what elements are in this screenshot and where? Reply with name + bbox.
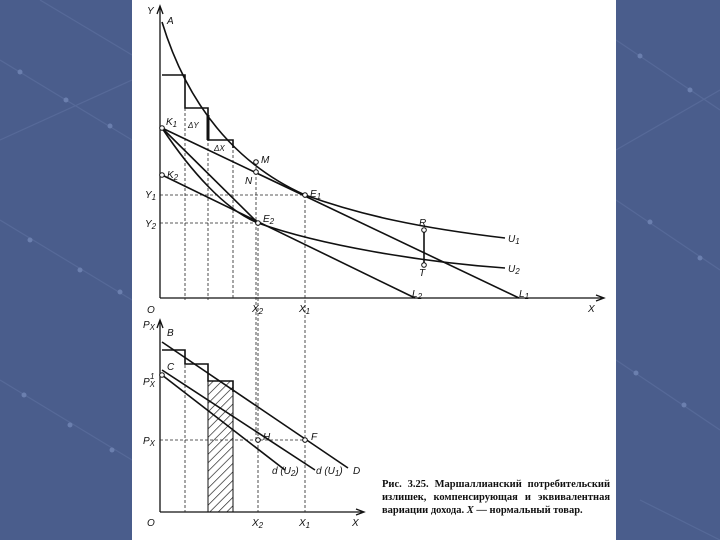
point-c [160, 373, 165, 378]
hatched-area [208, 381, 233, 512]
budget-line-k2-l2 [162, 175, 415, 298]
label-x-axis-top: X [588, 304, 595, 315]
point-h [256, 438, 261, 443]
label-e1: $E_1$ [310, 189, 322, 201]
point-k2 [160, 173, 165, 178]
figure-caption [382, 478, 610, 517]
bottom-axes [157, 320, 364, 515]
label-x1-bottom: $X_1$ [299, 518, 311, 530]
top-points [160, 126, 427, 268]
label-f: F [311, 432, 318, 443]
point-t [422, 263, 427, 268]
label-y2: $Y_2$ [145, 219, 157, 231]
label-x2-bottom: $X_2$ [252, 518, 264, 530]
label-px: $P_X$ [143, 436, 156, 448]
staircase-steps [162, 75, 233, 148]
label-a: A [167, 16, 174, 27]
label-x1-top: $X_1$ [299, 304, 311, 316]
label-y-axis: Y [147, 6, 154, 17]
label-e2: $E_2$ [263, 214, 275, 226]
indifference-curve-u1 [162, 22, 505, 238]
label-delta-x: ΔX [214, 144, 225, 153]
label-d-u1: d $(U_1)$ [316, 466, 343, 478]
point-k1 [160, 126, 165, 131]
label-b: B [167, 328, 174, 339]
point-n [254, 170, 259, 175]
label-c: C [167, 362, 175, 373]
label-x2-top: $X_2$ [252, 304, 264, 316]
label-d: D [353, 466, 361, 477]
label-delta-y: ΔY [188, 121, 199, 130]
label-px1: $P_X1$ [143, 372, 156, 389]
label-y1: $Y_1$ [145, 190, 157, 202]
label-k1: $K_1$ [166, 117, 178, 129]
label-l2: $L_2$ [412, 289, 423, 301]
point-f [303, 438, 308, 443]
caption-text: Рис. 3.25. Маршаллианский потребительский излишек, компенсирующая и эквивалентная вариации дохода. [382, 479, 610, 516]
point-m [254, 160, 259, 165]
demand-marshallian-d [162, 342, 348, 468]
top-axes [157, 6, 604, 301]
label-n: N [245, 176, 253, 187]
label-o-bottom: O [147, 518, 155, 529]
top-staircase [162, 75, 233, 148]
budget-line-k1-l1 [162, 128, 519, 298]
top-curves [162, 22, 519, 298]
label-l1: $L_1$ [519, 289, 530, 301]
bottom-curves [162, 342, 348, 470]
point-e2 [256, 221, 261, 226]
label-k2: $K_2$ [167, 170, 179, 182]
label-d-u2: d $(U_2)$ [272, 466, 299, 478]
caption-text-end: — нормальный товар. [476, 505, 583, 516]
label-r: R [419, 218, 427, 229]
label-h: H [263, 432, 271, 443]
label-u1: $U_1$ [508, 234, 520, 246]
label-o-top: O [147, 305, 155, 316]
label-u2: $U_2$ [508, 264, 520, 276]
label-x-axis-bottom: X [352, 518, 359, 529]
top-labels [145, 6, 595, 316]
point-e1 [303, 193, 308, 198]
label-m: M [261, 155, 270, 166]
label-px-axis: $P_X$ [143, 320, 156, 332]
label-t: T [419, 268, 426, 279]
caption-x-symbol: X [466, 505, 474, 516]
